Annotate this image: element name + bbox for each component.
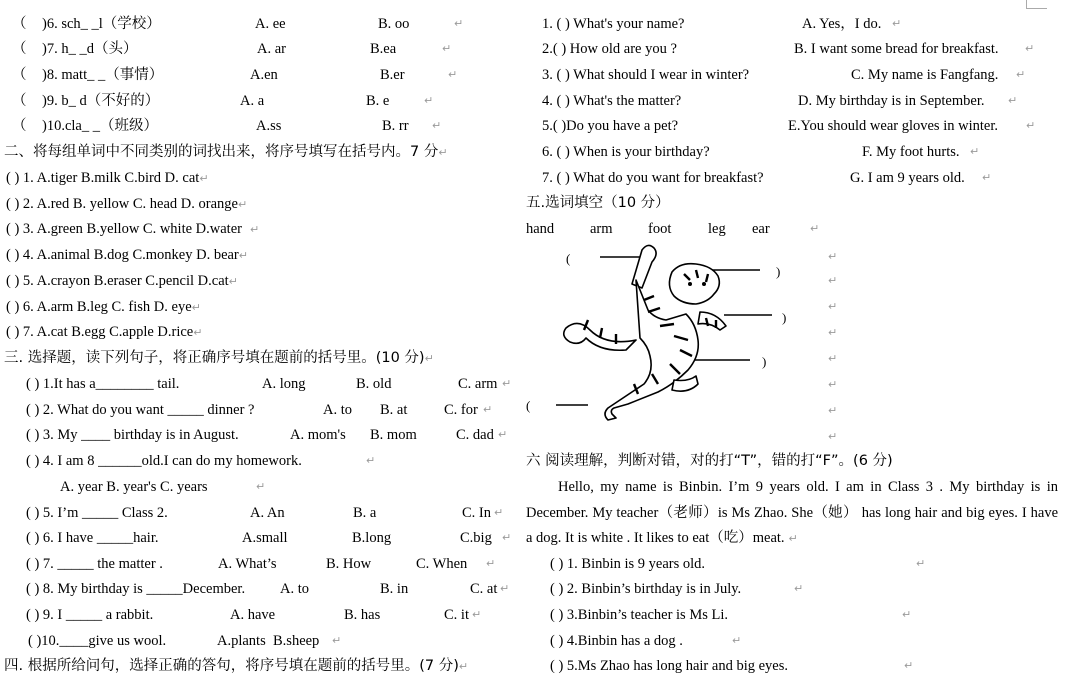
tiger-drawing: [564, 245, 726, 420]
section4-item: [542, 14, 1062, 34]
tiger-eye: [688, 282, 692, 286]
section5-title-text: 五.选词填空（10 分）: [526, 195, 670, 211]
section6-item: [550, 554, 1050, 574]
statement-text: ( ) 2. Binbin’s birthday is in July.: [550, 581, 742, 597]
section3-item: [26, 425, 516, 445]
word-foot: foot: [648, 221, 672, 237]
paragraph-mark: ↵: [828, 326, 838, 339]
question-text: 1. ( ) What's your name?: [542, 16, 685, 32]
paragraph-mark: ↵: [458, 660, 469, 673]
paragraph-mark: ↵: [442, 42, 452, 55]
option-c: C. it: [444, 607, 469, 623]
paragraph-mark: ↵: [448, 68, 458, 81]
reading-passage: [526, 475, 1058, 552]
section2-item: [6, 168, 209, 188]
statement-text: ( ) 1. Binbin is 9 years old.: [550, 556, 706, 572]
question-text: ( ) 8. My birthday is _____December.: [26, 581, 246, 597]
section3-options: [60, 477, 480, 497]
part1-item: [12, 39, 512, 59]
paragraph-mark: ↵: [483, 403, 493, 416]
option-b: B. old: [356, 376, 392, 392]
question-text: 6. ( ) When is your birthday?: [542, 144, 710, 160]
paragraph-mark: ↵: [828, 300, 838, 313]
statement-text: ( ) 3.Binbin’s teacher is Ms Li.: [550, 607, 729, 623]
section4-title-text: 四. 根据所给问句，选择正确的答句，将序号填在题前的括号里。(7 分): [4, 658, 459, 674]
option-a: A.small: [242, 530, 288, 546]
paragraph-mark: ↵: [249, 223, 260, 236]
question-text: ( ) 6. I have _____hair.: [26, 530, 159, 546]
option-a: A. have: [230, 607, 276, 623]
section4-item: [542, 116, 1062, 136]
bracket: （: [12, 118, 27, 134]
question-text: ( ) 3. My ____ birthday is in August.: [26, 427, 239, 443]
blank-left-1: (: [566, 251, 571, 266]
paragraph-mark: ↵: [1025, 42, 1035, 55]
question-text: )9. b_ d（不好的）: [42, 93, 160, 109]
option-a: A. ee: [255, 16, 286, 32]
paragraph-mark: ↵: [472, 608, 482, 621]
tiger-picture: [524, 240, 814, 425]
paragraph-mark: ↵: [424, 352, 434, 365]
option-b: B.long: [352, 530, 392, 546]
question-text: ( ) 9. I _____ a rabbit.: [26, 607, 154, 623]
paragraph-mark: ↵: [892, 17, 902, 30]
option-b: B. How: [326, 556, 372, 572]
paragraph-mark: ↵: [238, 249, 248, 262]
option-a: A. ar: [257, 41, 286, 57]
paragraph-mark: ↵: [970, 145, 980, 158]
part1-item: [12, 65, 512, 85]
option-a: A. a: [240, 93, 265, 109]
question-text: )7. h_ _d（头）: [42, 41, 138, 57]
option-c: C. for: [444, 402, 478, 418]
option-b: B. mom: [370, 427, 417, 443]
section6-item: [550, 579, 1050, 599]
option-b: B. in: [380, 581, 409, 597]
blank-right-1: ): [776, 264, 781, 279]
option-b: B. oo: [378, 16, 410, 32]
section4-title: [4, 656, 468, 676]
section3-title-text: 三. 选择题，读下列句子，将正确序号填在题前的括号里。(10 分): [4, 350, 425, 366]
option-c: C. When: [416, 556, 468, 572]
passage-text: Hello, my name is Binbin. I’m 9 years old. I am in Class 3 . My birthday is in December. My teacher（老师）is Ms Zhao. She（她） has long hair and big eyes. I have a dog. It is white . It likes to eat（吃）meat.: [526, 479, 1058, 546]
paragraph-mark: ↵: [902, 608, 912, 621]
section6-item: [550, 605, 1050, 625]
option-c: C. arm: [458, 376, 498, 392]
section2-item: [6, 322, 202, 342]
question-text: 4. ( ) What's the matter?: [542, 93, 682, 109]
item-text: ( ) 2. A.red B. yellow C. head D. orange: [6, 196, 238, 212]
paragraph-mark: ↵: [494, 506, 504, 519]
section4-item: [542, 65, 1062, 85]
bracket: （: [12, 16, 27, 32]
option-b: B. has: [344, 607, 381, 623]
paragraph-mark: ↵: [424, 94, 434, 107]
paragraph-mark: ↵: [982, 171, 992, 184]
paragraph-mark: ↵: [788, 532, 798, 545]
section2-item: [6, 219, 259, 239]
paragraph-mark: ↵: [916, 557, 926, 570]
paragraph-mark: ↵: [828, 274, 838, 287]
item-text: ( ) 7. A.cat B.egg C.apple D.rice: [6, 324, 194, 340]
paragraph-mark: ↵: [828, 378, 838, 391]
statement-text: ( ) 5.Ms Zhao has long hair and big eyes.: [550, 658, 788, 674]
section2-title: [4, 142, 448, 162]
answer-text: D. My birthday is in September.: [798, 93, 985, 109]
paragraph-mark: ↵: [828, 352, 838, 365]
section3-item: [26, 579, 516, 599]
section4-item: [542, 168, 1062, 188]
section3-item: [26, 605, 516, 625]
option-a: A. long: [262, 376, 306, 392]
option-a: A. An: [250, 505, 285, 521]
bracket: （: [12, 41, 27, 57]
paragraph-mark: ↵: [502, 531, 512, 544]
question-text: ( ) 7. _____ the matter .: [26, 556, 163, 572]
section3-item: [26, 451, 516, 471]
option-a: A.plants: [217, 633, 266, 649]
paragraph-mark: ↵: [228, 275, 238, 288]
paragraph-mark: ↵: [438, 146, 448, 159]
option-a: A. What’s: [218, 556, 277, 572]
paragraph-mark: ↵: [454, 17, 464, 30]
section2-item: [6, 297, 201, 317]
option-b: B. at: [380, 402, 408, 418]
paragraph-mark: ↵: [256, 480, 266, 493]
question-text: 5.( )Do you have a pet?: [542, 118, 679, 134]
question-text: ( ) 1.It has a________ tail.: [26, 376, 180, 392]
paragraph-mark: ↵: [1008, 94, 1018, 107]
paragraph-mark: ↵: [828, 430, 838, 443]
answer-text: A. Yes，I do.: [802, 16, 882, 32]
word-ear: ear: [752, 221, 770, 237]
option-a: A.ss: [256, 118, 282, 134]
section4-item: [542, 91, 1062, 111]
section3-title: [4, 348, 434, 368]
option-c: C. In: [462, 505, 491, 521]
option-a: A. to: [280, 581, 309, 597]
paragraph-mark: ↵: [191, 301, 201, 314]
word-bank: [526, 219, 826, 239]
page-corner-mark: [1026, 0, 1047, 9]
answer-text: C. My name is Fangfang.: [851, 67, 999, 83]
tiger-eye: [702, 282, 706, 286]
option-c: C. at: [470, 581, 498, 597]
option-b: B.ea: [370, 41, 397, 57]
paragraph-mark: ↵: [1016, 68, 1026, 81]
bracket: （: [12, 93, 27, 109]
option-b: B.er: [380, 67, 405, 83]
word-leg: leg: [708, 221, 726, 237]
section3-item: [26, 400, 516, 420]
question-text: )6. sch_ _l（学校）: [42, 16, 161, 32]
section6-item: [550, 631, 1050, 651]
option-a: A. mom's: [290, 427, 346, 443]
blank-right-2: ): [782, 310, 787, 325]
section4-item: [542, 39, 1062, 59]
section2-item: [6, 194, 247, 214]
paragraph-mark: ↵: [237, 198, 248, 211]
paragraph-mark: ↵: [498, 428, 508, 441]
paragraph-mark: ↵: [794, 582, 804, 595]
paragraph-mark: ↵: [828, 250, 838, 263]
paragraph-mark: ↵: [366, 454, 376, 467]
answer-text: G. I am 9 years old.: [850, 170, 965, 186]
answer-text: B. I want some bread for breakfast.: [794, 41, 999, 57]
option-b: B. rr: [382, 118, 409, 134]
section5-title: [526, 193, 670, 213]
item-text: ( ) 3. A.green B.yellow C. white D.water: [6, 221, 242, 237]
options-text: A. year B. year's C. years: [60, 479, 208, 495]
question-text: 7. ( ) What do you want for breakfast?: [542, 170, 764, 186]
item-text: ( ) 6. A.arm B.leg C. fish D. eye: [6, 299, 192, 315]
word-hand: hand: [526, 221, 555, 237]
option-c: C. dad: [456, 427, 494, 443]
section3-item: [26, 528, 516, 548]
blank-left-2: (: [526, 398, 531, 413]
section6-title: [526, 451, 893, 471]
question-text: 3. ( ) What should I wear in winter?: [542, 67, 750, 83]
answer-text: E.You should wear gloves in winter.: [788, 118, 998, 134]
paragraph-mark: ↵: [432, 119, 442, 132]
answer-text: F. My foot hurts.: [862, 144, 960, 160]
item-text: ( ) 4. A.animal B.dog C.monkey D. bear: [6, 247, 239, 263]
question-text: 2.( ) How old are you ?: [542, 41, 677, 57]
word-arm: arm: [590, 221, 613, 237]
question-text: )10.cla_ _（班级）: [42, 118, 158, 134]
section3-item: [26, 503, 516, 523]
blank-right-3: ): [762, 354, 767, 369]
paragraph-mark: ↵: [332, 634, 342, 647]
paragraph-mark: ↵: [502, 377, 512, 390]
paragraph-mark: ↵: [1026, 119, 1036, 132]
paragraph-mark: ↵: [500, 582, 510, 595]
paragraph-mark: ↵: [828, 404, 838, 417]
section3-item: [26, 554, 516, 574]
section4-item: [542, 142, 1062, 162]
section3-item: [28, 631, 518, 651]
part1-item: [12, 14, 512, 34]
part1-item: [12, 116, 512, 136]
section2-title-text: 二、将每组单词中不同类别的词找出来，将序号填写在括号内。7 分: [4, 144, 439, 160]
option-a: A. to: [323, 402, 352, 418]
option-c: C.big: [460, 530, 492, 546]
paragraph-mark: ↵: [193, 326, 203, 339]
option-b: B. e: [366, 93, 390, 109]
option-b: B. a: [353, 505, 377, 521]
section2-item: [6, 245, 248, 265]
paragraph-mark: ↵: [199, 172, 209, 185]
item-text: ( ) 5. A.crayon B.eraser C.pencil D.cat: [6, 273, 229, 289]
section6-item: [550, 656, 1050, 676]
question-text: ( ) 5. I’m _____ Class 2.: [26, 505, 168, 521]
bracket: （: [12, 67, 27, 83]
question-text: )8. matt_ _（事情）: [42, 67, 164, 83]
statement-text: ( ) 4.Binbin has a dog .: [550, 633, 683, 649]
part1-item: [12, 91, 512, 111]
question-text: ( ) 4. I am 8 ______old.I can do my homework.: [26, 453, 302, 469]
paragraph-mark: ↵: [810, 222, 820, 235]
paragraph-mark: ↵: [732, 634, 742, 647]
section6-title-text: 六 阅读理解，判断对错，对的打“T”，错的打“F”。(6 分): [526, 453, 893, 469]
question-text: ( )10.____give us wool.: [28, 633, 167, 649]
question-text: ( ) 2. What do you want _____ dinner ?: [26, 402, 255, 418]
option-b: B.sheep: [273, 633, 320, 649]
section3-item: [26, 374, 516, 394]
option-a: A.en: [250, 67, 278, 83]
section2-item: [6, 271, 238, 291]
paragraph-mark: ↵: [486, 557, 496, 570]
paragraph-mark: ↵: [904, 659, 914, 672]
item-text: ( ) 1. A.tiger B.milk C.bird D. cat: [6, 170, 200, 186]
